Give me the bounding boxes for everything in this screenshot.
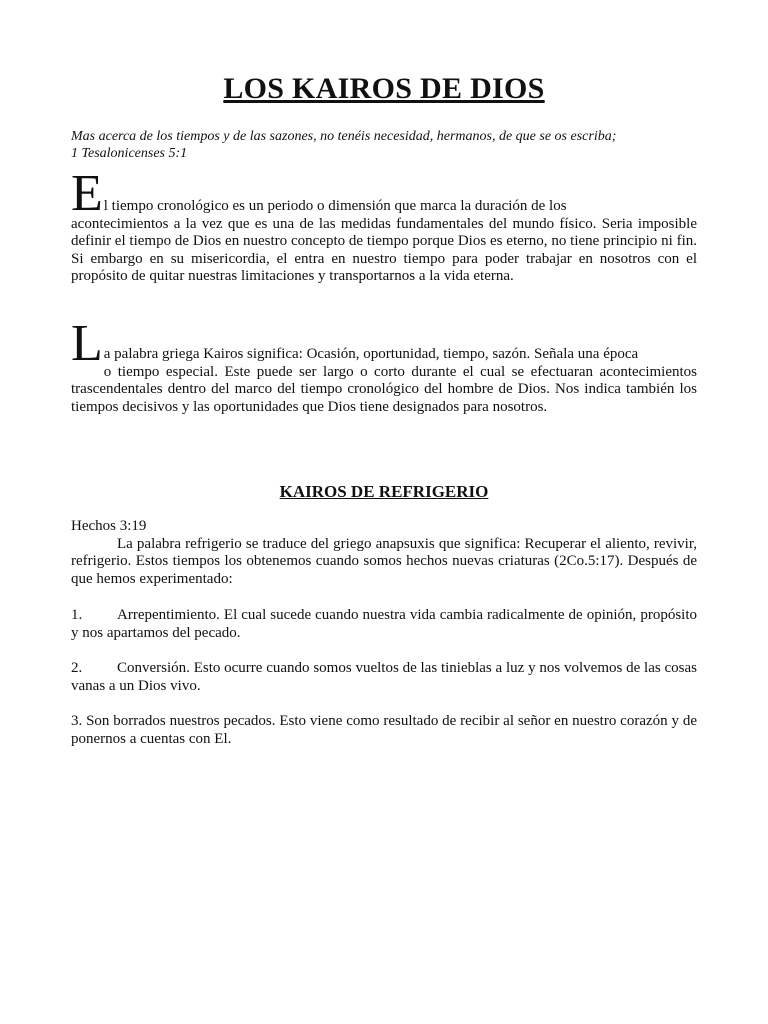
list-item-number: 3. — [71, 713, 83, 729]
page-title: LOS KAIROS DE DIOS — [223, 72, 545, 105]
list-item — [71, 607, 697, 642]
epigraph — [71, 128, 701, 162]
paragraph-body: o tiempo especial. Este puede ser largo o corto durante el cual se efectuaran acontecimientos trascendentales dentro del marco del tiempo cronológico del hombre de Dios. Nos indica también los tiempos decisivos y las oportunidades que Dios tiene designados para nosotros. — [71, 363, 697, 415]
list-item — [71, 713, 697, 748]
dropcap-l: L — [71, 315, 103, 372]
paragraph-first-line: l tiempo cronológico es un periodo o dimensión que marca la duración de los — [103, 198, 567, 214]
list-item-text: Son borrados nuestros pecados. Esto viene como resultado de recibir al señor en nuestro corazón y de ponernos a cuentas con El. — [71, 713, 697, 747]
bible-reference: Hechos 3:19 — [71, 518, 147, 534]
epigraph-quote: Mas acerca de los tiempos y de las sazones, no tenéis necesidad, hermanos, de que se os escriba; — [71, 129, 617, 144]
epigraph-reference: 1 Tesalonicenses 5:1 — [71, 146, 188, 161]
paragraph-kairos-meaning — [71, 315, 697, 416]
section-heading: KAIROS DE REFRIGERIO — [279, 482, 489, 501]
section-intro — [71, 518, 697, 588]
dropcap-e: E — [71, 165, 103, 222]
list-item — [71, 660, 697, 695]
intro-paragraph: La palabra refrigerio se traduce del griego anapsuxis que significa: Recuperar el aliento, revivir, refrigerio. Estos tiempos los obtenemos cuando somos hechos nuevas criaturas (2Co.5:17). Después de que hemos experimentado: — [71, 535, 697, 587]
list-item-number: 2. — [71, 660, 83, 676]
paragraph-first-line: a palabra griega Kairos significa: Ocasión, oportunidad, tiempo, sazón. Señala una época — [103, 346, 639, 362]
paragraph-chronological-time — [71, 165, 697, 286]
list-item-text: Arrepentimiento. El cual sucede cuando nuestra vida cambia radicalmente de opinión, propósito y nos apartamos del pecado. — [71, 607, 697, 641]
list-item-number: 1. — [71, 607, 83, 623]
paragraph-body: acontecimientos a la vez que es una de las medidas fundamentales del mundo físico. Seria imposible definir el tiempo de Dios en nuestro concepto de tiempo porque Dios es eterno, no tiene principio ni fin. Si embargo en su misericordia, el entra en nuestro tiempo para poder trabajar en nosotros con el propósito de quitar nuestras limitaciones y transportarnos a la vida eterna. — [71, 215, 697, 284]
list-item-text: Conversión. Esto ocurre cuando somos vueltos de las tinieblas a luz y nos volvemos de las cosas vanas a un Dios vivo. — [71, 660, 697, 694]
